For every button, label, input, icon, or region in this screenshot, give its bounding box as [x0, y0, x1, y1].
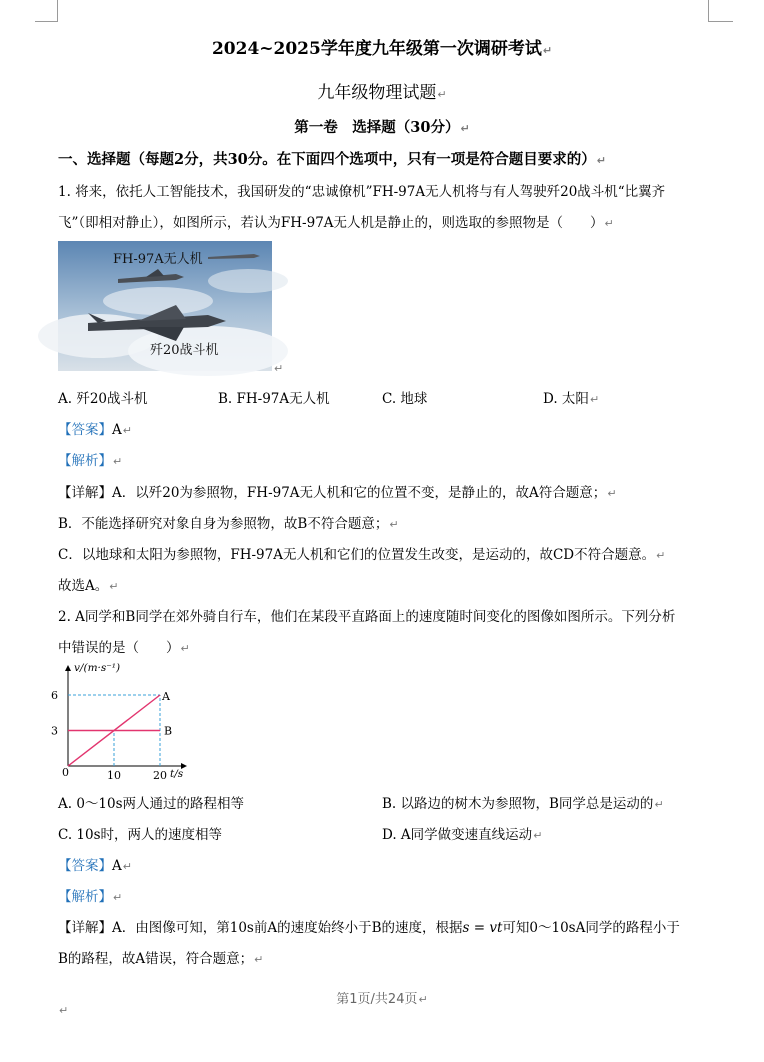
q2-answer: 【答案】A↵ — [58, 858, 132, 874]
x-tick-label-20: 20 — [153, 769, 167, 782]
paragraph-mark: ↵ — [59, 1004, 69, 1017]
subject-title: 九年级物理试题↵ — [317, 83, 447, 103]
q2-analysis: 【解析】↵ — [58, 889, 123, 905]
graph-marks — [51, 689, 172, 782]
exam-title: 2024~2025学年度九年级第一次调研考试↵ — [211, 39, 553, 59]
origin-label: 0 — [62, 766, 69, 779]
series-label-a: A — [162, 690, 170, 703]
q1-option-c: C. 地球 — [382, 391, 428, 407]
q1-detail-3: C．以地球和太阳为参照物，FH-97A无人机和它们的位置发生改变，是运动的，故CD不符合题意。↵ — [58, 547, 666, 563]
photo-label-drone: FH-97A无人机 — [113, 252, 203, 267]
crop-mark-top-left-vertical — [57, 0, 58, 22]
q1-analysis: 【解析】↵ — [58, 453, 123, 469]
formula-s-vt: s = vt — [462, 920, 503, 936]
photo-label-fighter: 歼20战斗机 — [150, 343, 219, 358]
q1-answer: 【答案】A↵ — [58, 422, 132, 438]
crop-mark-top-left-horizontal — [35, 21, 58, 22]
section-title: 一、选择题（每题2分，共30分。在下面四个选项中，只有一项是符合题目要求的）↵ — [58, 151, 606, 168]
page-footer: 第1页/共24页↵ — [336, 992, 428, 1007]
series-label-b: B — [164, 724, 173, 738]
crop-mark-top-right-horizontal — [708, 21, 733, 22]
q2-detail-2: B的路程，故A错误，符合题意；↵ — [58, 951, 264, 967]
q1-option-b: B. FH-97A无人机 — [218, 391, 330, 407]
x-axis-label: t/s — [170, 768, 184, 780]
q2-stem-line1: 2. A同学和B同学在郊外骑自行车，他们在某段平直路面上的速度随时间变化的图像如图所示。下列分析 — [58, 609, 676, 625]
q1-detail-1: 【详解】A．以歼20为参照物，FH-97A无人机和它的位置不变，是静止的，故A符合题意；↵ — [58, 485, 617, 501]
q1-stem-line2: 飞”（即相对静止），如图所示，若认为FH-97A无人机是静止的，则选取的参照物是（ ）↵ — [58, 215, 614, 231]
q1-option-d: D. 太阳↵ — [543, 391, 600, 407]
q1-conclusion: 故选A。↵ — [58, 578, 119, 594]
q2-detail-1: 【详解】A．由图像可知，第10s前A的速度始终小于B的速度，根据s = vt可知0～10sA同学的路程小于 — [58, 920, 680, 936]
q2-option-c: C. 10s时，两人的速度相等 — [58, 827, 223, 843]
y-tick-label-6: 6 — [51, 689, 58, 702]
x-tick-label-10: 10 — [107, 769, 121, 782]
velocity-time-chart — [51, 660, 196, 786]
q1-option-a: A. 歼20战斗机 — [58, 391, 148, 407]
volume-title: 第一卷 选择题（30分）↵ — [294, 119, 470, 136]
q2-option-b: B. 以路边的树木为参照物，B同学总是运动的↵ — [382, 796, 664, 812]
q1-detail-2: B．不能选择研究对象自身为参照物，故B不符合题意；↵ — [58, 516, 399, 532]
q2-velocity-time-graph — [51, 660, 196, 786]
crop-mark-top-right-vertical — [708, 0, 709, 22]
q2-option-a: A. 0～10s两人通过的路程相等 — [58, 796, 245, 812]
q2-stem-line2: 中错误的是（ ）↵ — [58, 640, 190, 656]
q1-stem-line1: 1. 将来，依托人工智能技术，我国研发的“忠诚僚机”FH-97A无人机将与有人驾驶歼20战斗机“比翼齐 — [58, 184, 666, 200]
y-axis-label: v/(m·s⁻¹) — [74, 662, 121, 674]
q2-option-d: D. A同学做变速直线运动↵ — [382, 827, 543, 843]
y-tick-label-3: 3 — [51, 724, 58, 738]
q1-aircraft-photo — [58, 241, 272, 371]
